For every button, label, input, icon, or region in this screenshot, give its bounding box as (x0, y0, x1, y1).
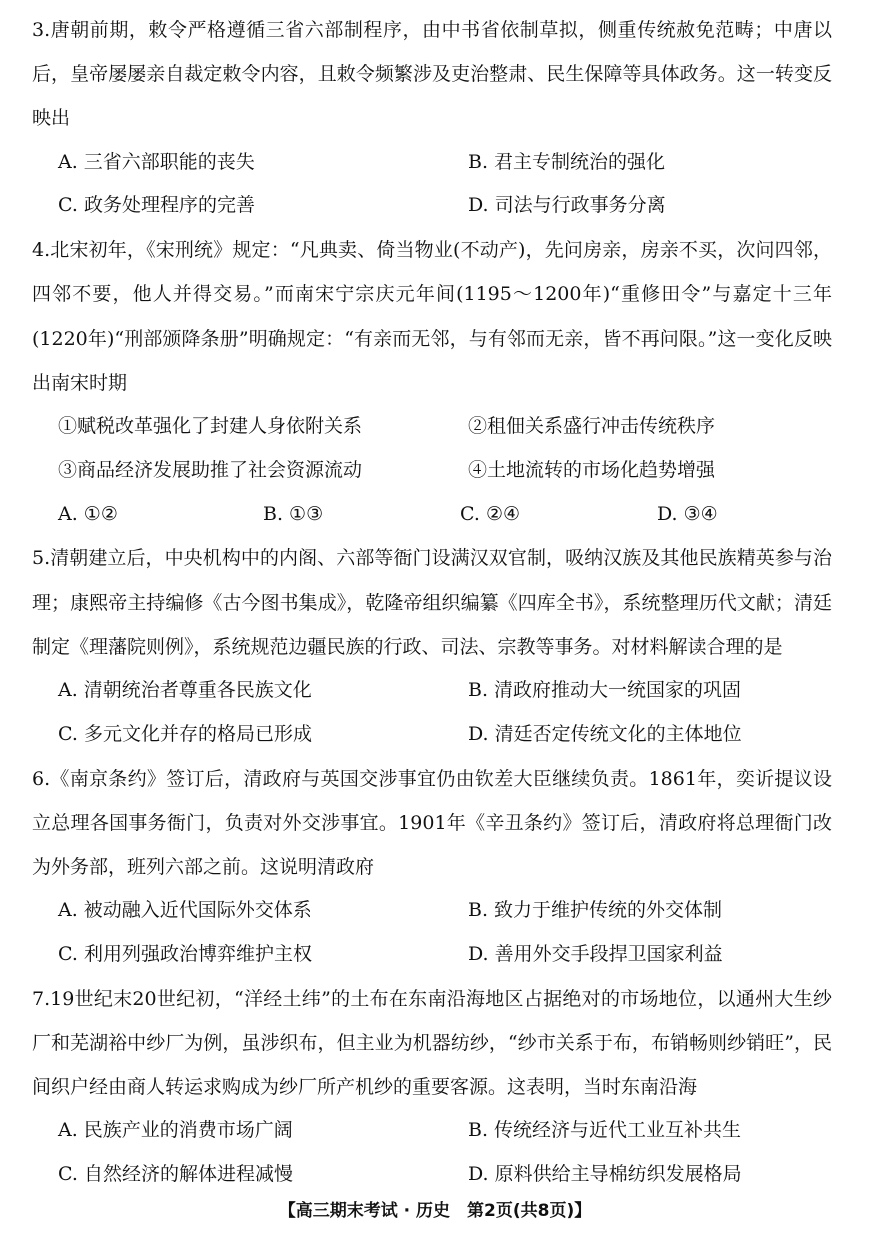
question-4 (32, 228, 832, 536)
option-c[interactable]: C. 利用列强政治博弈维护主权 (58, 943, 312, 966)
question-3 (32, 8, 832, 228)
option-c[interactable]: C. 政务处理程序的完善 (58, 194, 255, 217)
statement-list (32, 405, 832, 493)
question-stem: 4.北宋初年，《宋刑统》规定：“凡典卖、倚当物业(不动产)，先问房亲，房亲不买，次问四邻，四邻不要，他人并得交易。”而南宋宁宗庆元年间(1195～1200年)“重修田令”与嘉定十三年(1220年)“刑部颁降条册”明确规定：“有亲而无邻，与有邻而无亲，皆不再问限。”这一变化反映出南宋时期 (32, 239, 832, 394)
statement-1: ①赋税改革强化了封建人身依附关系 (58, 415, 363, 438)
option-b[interactable]: B. 传统经济与近代工业互补共生 (468, 1119, 742, 1142)
option-a[interactable]: A. 三省六部职能的丧失 (58, 150, 255, 173)
option-a[interactable]: A. 清朝统治者尊重各民族文化 (58, 679, 312, 702)
question-stem: 3.唐朝前期，敕令严格遵循三省六部制程序，由中书省依制草拟，侧重传统赦免范畴；中唐以后，皇帝屡屡亲自裁定敕令内容，且敕令频繁涉及吏治整肃、民生保障等具体政务。这一转变反映出 (32, 19, 832, 130)
option-b[interactable]: B. 君主专制统治的强化 (468, 150, 666, 173)
statement-2: ②租佃关系盛行冲击传统秩序 (468, 415, 716, 438)
option-d[interactable]: D. 原料供给主导棉纺织发展格局 (468, 1163, 742, 1186)
question-7 (32, 977, 832, 1197)
option-c[interactable]: C. 自然经济的解体进程减慢 (58, 1163, 293, 1186)
option-d[interactable]: D. 清廷否定传统文化的主体地位 (468, 722, 742, 745)
question-6 (32, 757, 832, 977)
option-d[interactable]: D. ③④ (657, 502, 718, 525)
option-a[interactable]: A. ①② (58, 502, 118, 525)
question-stem: 5.清朝建立后，中央机构中的内阁、六部等衙门设满汉双官制，吸纳汉族及其他民族精英参与治理；康熙帝主持编修《古今图书集成》，乾隆帝组织编纂《四库全书》，系统整理历代文献；清廷制定《理藩院则例》，系统规范边疆民族的行政、司法、宗教等事务。对材料解读合理的是 (32, 547, 832, 658)
option-list (32, 141, 832, 229)
option-list (32, 1109, 832, 1197)
option-a[interactable]: A. 民族产业的消费市场广阔 (58, 1119, 293, 1142)
option-list (32, 493, 832, 537)
option-c[interactable]: C. ②④ (460, 502, 521, 525)
option-b[interactable]: B. 致力于维护传统的外交体制 (468, 899, 723, 922)
page-footer: 【高三期末考试 · 历史 第2页(共8页)】 (278, 1201, 592, 1221)
question-stem: 6.《南京条约》签订后，清政府与英国交涉事宜仍由钦差大臣继续负责。1861年，奕䜣提议设立总理各国事务衙门，负责对外交涉事宜。1901年《辛丑条约》签订后，清政府将总理衙门改为外务部，班列六部之前。这说明清政府 (32, 767, 832, 879)
option-d[interactable]: D. 司法与行政事务分离 (468, 194, 666, 217)
option-list (32, 669, 832, 757)
option-list (32, 889, 832, 977)
statement-4: ④土地流转的市场化趋势增强 (468, 458, 716, 481)
option-c[interactable]: C. 多元文化并存的格局已形成 (58, 722, 312, 745)
option-b[interactable]: B. 清政府推动大一统国家的巩固 (468, 679, 742, 702)
question-5 (32, 536, 832, 756)
option-d[interactable]: D. 善用外交手段捍卫国家利益 (468, 943, 723, 966)
option-a[interactable]: A. 被动融入近代国际外交体系 (58, 899, 312, 922)
option-b[interactable]: B. ①③ (263, 502, 324, 525)
statement-3: ③商品经济发展助推了社会资源流动 (58, 458, 363, 481)
question-stem: 7.19世纪末20世纪初，“洋经土纬”的土布在东南沿海地区占据绝对的市场地位，以通州大生纱厂和芜湖裕中纱厂为例，虽涉织布，但主业为机器纺纱，“纱市关系于布，布销畅则纱销旺”，民间织户经由商人转运求购成为纱厂所产机纱的重要客源。这表明，当时东南沿海 (32, 987, 832, 1099)
